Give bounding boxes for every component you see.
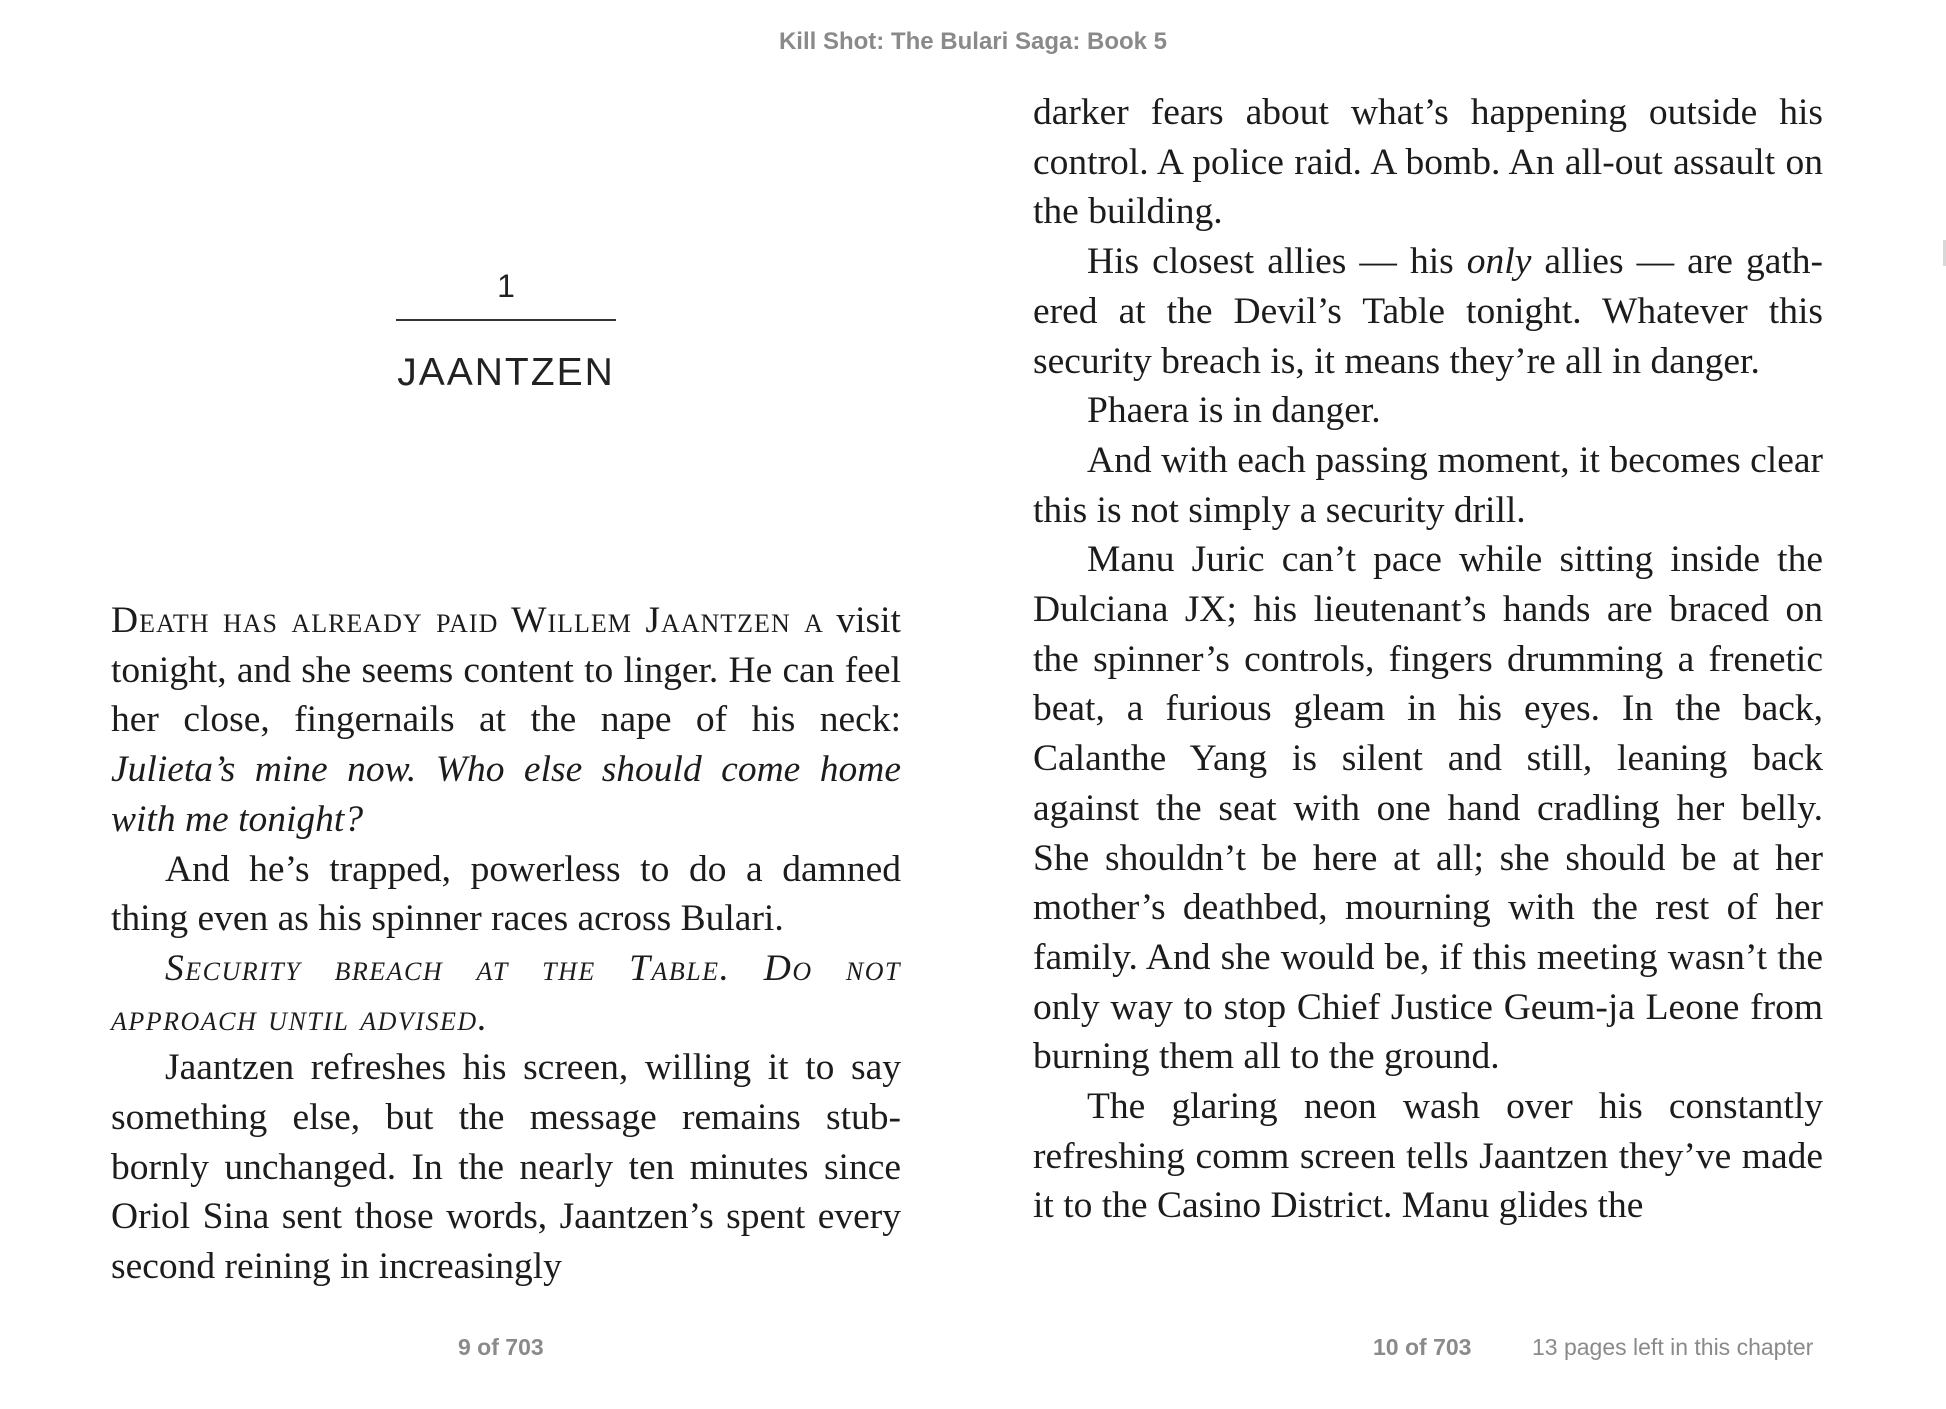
left-page-text (111, 596, 901, 1292)
opening-smallcaps: Death has already paid Willem Jaantzen a (111, 600, 824, 641)
paragraph (111, 596, 901, 845)
book-title: Kill Shot: The Bulari Saga: Book 5 (778, 28, 1168, 55)
paragraph-text: visit tonight, and she seems content to linger. He can feel her close, fingernails at the nape of his neck: (111, 600, 901, 741)
left-page-number: 9 of 703 (458, 1334, 544, 1360)
paragraph: The glaring neon wash over his constantly refreshing comm screen tells Jaantzen they’ve made it to the Casino District. Manu glides the (1033, 1086, 1823, 1227)
chapter-heading (396, 88, 616, 395)
security-message: Security breach at the Table. Do not approach until advised. (111, 947, 901, 1039)
paragraph (1033, 237, 1823, 386)
paragraph: darker fears about what’s happening outside his control. A police raid. A bomb. An all-out assault on the building. (1033, 92, 1823, 233)
italic-word: only (1466, 241, 1532, 283)
paragraph: Phaera is in danger. (1087, 390, 1381, 432)
pages-left-in-chapter: 13 pages left in this chapter (1532, 1334, 1814, 1360)
paragraph-text: allies — are gath-ered at the Devil’s Table tonight. Whatever this security breach is, it means they’re all in danger. (1033, 241, 1823, 382)
italic-thought: Julieta’s mine now. Who else should come home with me tonight? (111, 749, 901, 840)
chapter-number: 1 (396, 268, 616, 321)
chapter-title: JAANTZEN (397, 351, 615, 394)
paragraph: And he’s trapped, powerless to do a damned thing even as his spinner races across Bulari. (111, 848, 901, 940)
paragraph-text: His closest allies — his (1087, 241, 1467, 283)
right-page-number: 10 of 703 (1373, 1334, 1472, 1360)
paragraph: Jaantzen refreshes his screen, willing it to say something else, but the message remains stub-bornly unchanged. In the nearly ten minutes since Oriol Sina sent those words, Jaantzen’s spent every second reining in increasingly (111, 1047, 901, 1288)
paragraph: And with each passing moment, it becomes clear this is not simply a security drill. (1033, 439, 1823, 531)
right-page (1033, 88, 1823, 1231)
paragraph: Manu Juric can’t pace while sitting inside the Dulciana JX; his lieutenant’s hands are braced on the spinner’s controls, fingers drumming a frenetic beat, a furious gleam in his eyes. In the back, Calanthe Yang is silent and still, leaning back against the seat with one hand cradling her belly. She shouldn’t be here at all; she should be at her mother’s deathbed, mourning with the rest of her family. And she would be, if this meeting wasn’t the only way to stop Chief Justice Geum-ja Leone from burning them all to the ground. (1033, 539, 1823, 1078)
